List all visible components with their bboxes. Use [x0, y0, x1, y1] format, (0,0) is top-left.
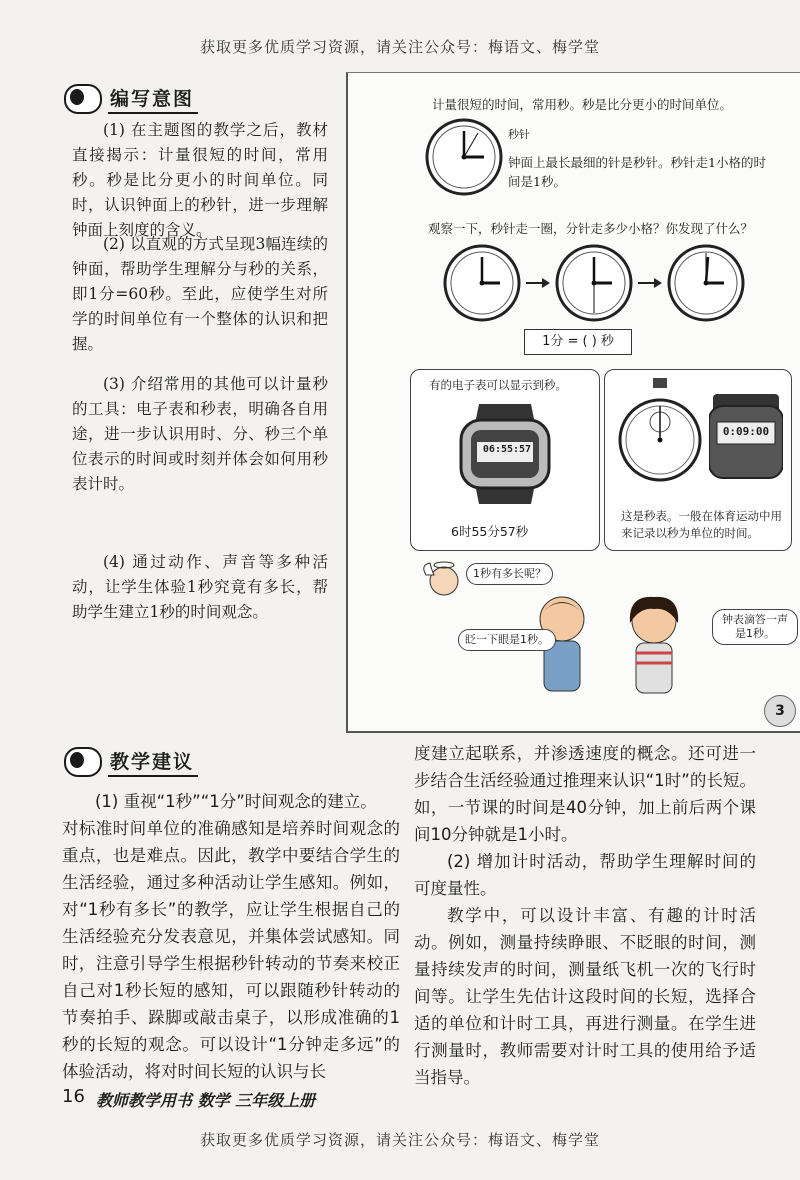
- clock-icon: [554, 243, 634, 323]
- clock-icon: [424, 117, 504, 197]
- suggest-heading: [64, 747, 198, 777]
- angel-bubble: 1秒有多长呢？: [466, 563, 553, 585]
- intent-heading: [64, 84, 198, 114]
- digital-stopwatch-icon: [709, 394, 783, 484]
- banner-top: 获取更多优质学习资源，请关注公众号：梅语文、梅学堂: [199, 38, 600, 56]
- stopwatch-display: 0:09:00: [722, 425, 770, 438]
- suggest-right3: 教学中，可以设计丰富、有趣的计时活动。例如，测量持续睁眼、不眨眼的时间，测量持续发声的时间，测量纸飞机一次的飞行时间等。让学生先估计这段时间的长短，选择合适的单位和计时工具，再进行测量。在学生进行测量时，教师需要对计时工具的使用给予适当指导。: [414, 906, 756, 1087]
- arrow-right-icon: [638, 277, 662, 289]
- stopwatch-icon: [615, 378, 705, 488]
- textbook-line1: 计量很短的时间，常用秒。秒是比分更小的时间单位。: [432, 97, 733, 112]
- footer-page-number: 16: [62, 1086, 85, 1107]
- textbook-question: 观察一下，秒针走一圈，分针走多少小格？你发现了什么？: [428, 221, 754, 236]
- textbook-line2: 钟面上最长最细的针是秒针。秒针走1小格的时间是1秒。: [508, 155, 766, 189]
- intent-p4: (4) 通过动作、声音等多种活动，让学生体验1秒究竟有多长，帮助学生建立1秒的时间观念。: [72, 553, 328, 621]
- leaf-icon: [64, 747, 102, 777]
- watch-time: 6时55分57秒: [451, 524, 529, 539]
- textbook-panel: [346, 72, 800, 733]
- page-badge: 3: [764, 695, 796, 727]
- suggest-right2: (2) 增加计时活动，帮助学生理解时间的可度量性。: [414, 852, 756, 898]
- second-hand-label: 秒针: [508, 128, 530, 141]
- watch-card: [410, 369, 600, 551]
- clock-icon: [442, 243, 522, 323]
- suggest-title: 教学建议: [108, 747, 198, 777]
- book-icon: [64, 84, 102, 114]
- intent-p3: (3) 介绍常用的其他可以计量秒的工具：电子表和秒表，明确各自用途，进一步认识用时、分、秒三个单位表示的时间或时刻并体会如何用秒表计时。: [72, 375, 328, 493]
- girl-illustration: [618, 591, 690, 701]
- footer-title: 教师教学用书 数学 三年级上册: [96, 1091, 316, 1110]
- watch-display: 06:55:57: [482, 444, 532, 455]
- intent-p1: (1) 在主题图的教学之后，教材直接揭示：计量很短的时间，常用秒。秒是比分更小的时间单位。同时，认识钟面上的秒针，进一步理解钟面上刻度的含义。: [72, 121, 328, 239]
- intent-p2: (2) 以直观的方式呈现3幅连续的钟面，帮助学生理解分与秒的关系，即1分=60秒。至此，应使学生对所学的时间单位有一个整体的认识和把握。: [72, 235, 328, 353]
- stopwatch-caption: 这是秒表。一般在体育运动中用来记录以秒为单位的时间。: [621, 509, 782, 540]
- suggest-left: (1) 重视“1秒”“1分”时间观念的建立。 对标准时间单位的准确感知是培养时间观念的重点，也是难点。因此，教学中要结合学生的生活经验，通过多种活动让学生感知。例如，对“1秒有多长”的教学，应让学生根据自己的生活经验充分发表意见，并集体尝试感知。同时，注意引导学生根据秒针转动的节奏来校正自己对1秒长短的感知，可以跟随秒针转动的节奏拍手、跺脚或敲击桌子，以形成准确的1秒的长短的观念。可以设计“1分钟走多远”的体验活动，将对时间长短的认识与长: [62, 792, 400, 1081]
- suggest-right1: 度建立起联系，并渗透速度的概念。还可进一步结合生活经验通过推理来认识“1时”的长短。如，一节课的时间是40分钟，加上前后两个课间10分钟就是1小时。: [414, 744, 756, 844]
- arrow-right-icon: [526, 277, 550, 289]
- clock-icon: [666, 243, 746, 323]
- intent-title: 编写意图: [108, 84, 198, 114]
- watch-caption: 有的电子表可以显示到秒。: [429, 378, 567, 392]
- banner-bottom: 获取更多优质学习资源，请关注公众号：梅语文、梅学堂: [199, 1131, 600, 1149]
- boy-bubble: 眨一下眼是1秒。: [458, 629, 556, 651]
- stopwatch-card: [604, 369, 792, 551]
- angel-illustration: [420, 555, 466, 601]
- girl-bubble: 钟表滴答一声是1秒。: [712, 609, 798, 645]
- equation-box: 1分 = ( ) 秒: [524, 329, 632, 355]
